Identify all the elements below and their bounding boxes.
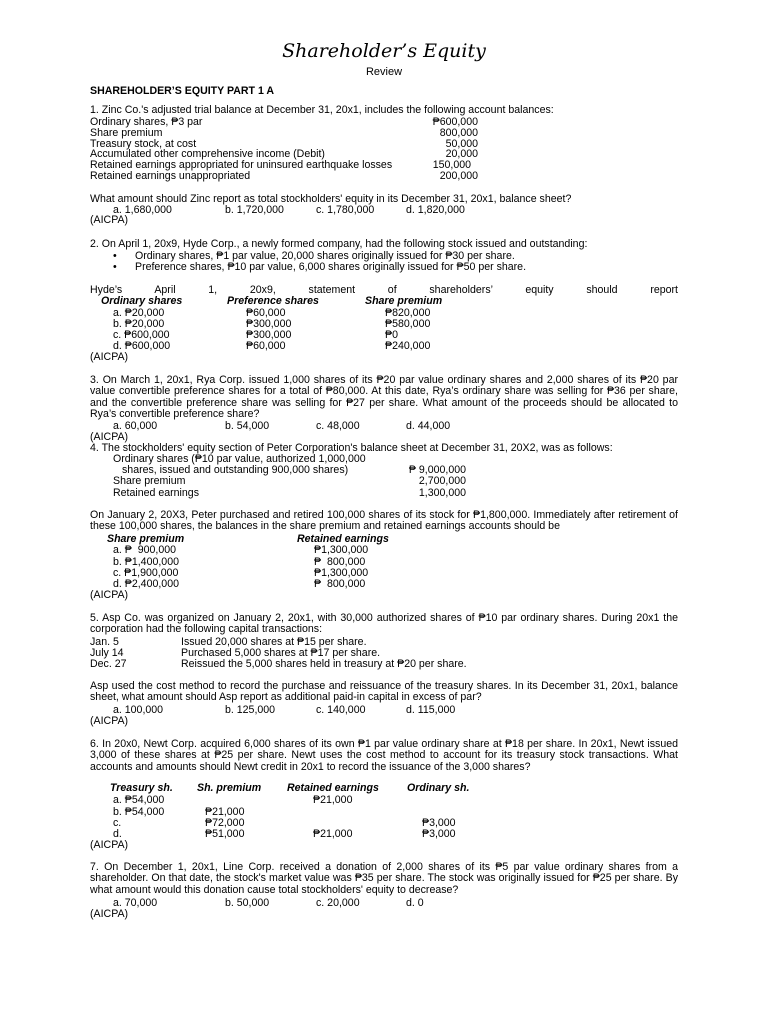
q5-date: July 14 xyxy=(90,647,124,659)
bullet-icon: • xyxy=(113,250,117,262)
q1-row-value: ₱600,000 xyxy=(432,116,478,128)
q2-cell: b. ₱20,000 xyxy=(113,318,165,330)
q4-row-label: Retained earnings xyxy=(113,487,199,499)
q2-cell: ₱580,000 xyxy=(385,318,431,330)
q1-row-label: Treasury stock, at cost xyxy=(90,138,197,150)
q1-question: What amount should Zinc report as total stockholders' equity in its December 31, 20x1, balance sheet? xyxy=(90,193,572,205)
q5-choice-a: a. 100,000 xyxy=(113,704,164,716)
q2-cell: ₱820,000 xyxy=(385,307,431,319)
q1-row-value: 200,000 xyxy=(439,170,478,182)
q1-row-label: Retained earnings appropriated for uninsured earthquake losses xyxy=(90,159,393,171)
q4-cell: ₱ 800,000 xyxy=(314,578,366,590)
q4-source: (AICPA) xyxy=(90,589,129,601)
q2-cell: ₱0 xyxy=(385,329,398,341)
q3-choice-b: b. 54,000 xyxy=(225,420,270,432)
q2-cell: ₱240,000 xyxy=(385,340,431,352)
q2-col-header: Preference shares xyxy=(227,295,319,307)
q4-cell: c. ₱1,900,000 xyxy=(113,567,179,579)
q6-cell: ₱51,000 xyxy=(205,828,245,840)
q5-choice-c: c. 140,000 xyxy=(316,704,366,716)
q1-choice-a: a. 1,680,000 xyxy=(113,204,172,216)
q4-line: Ordinary shares (₱10 par value, authorized 1,000,000 xyxy=(113,453,366,465)
q1-row-label: Share premium xyxy=(90,127,163,139)
q2-bullet-text: Preference shares, ₱10 par value, 6,000 shares originally issued for ₱50 per share. xyxy=(135,261,527,273)
q1-row-label: Accumulated other comprehensive income (Debit) xyxy=(90,148,325,160)
q3-text: 3. On March 1, 20x1, Rya Corp. issued 1,000 shares of its ₱20 par value ordinary shares and 2,000 shares of its ₱20 par value convertible preference shares for a total of ₱80,000. At this date, Rya’s ordinary share was selling for ₱36 per share, and the convertible preference share was selling for ₱27 per share. What amount of the proceeds should be allocated to Rya’s convertible preference share? xyxy=(90,374,678,421)
q7-source: (AICPA) xyxy=(90,908,129,920)
q5-desc: Reissued the 5,000 shares held in treasury at ₱20 per share. xyxy=(181,658,467,670)
bullet-icon: • xyxy=(113,261,117,273)
q6-cell: a. ₱54,000 xyxy=(113,794,165,806)
q2-cell: a. ₱20,000 xyxy=(113,307,165,319)
q6-cell: ₱3,000 xyxy=(422,817,456,829)
q5-source: (AICPA) xyxy=(90,715,129,727)
q1-source: (AICPA) xyxy=(90,214,129,226)
q2-cell: ₱60,000 xyxy=(246,340,286,352)
q2-bullet xyxy=(113,261,526,273)
q4-cell: ₱1,300,000 xyxy=(314,544,369,556)
q7-choice-a: a. 70,000 xyxy=(113,897,158,909)
q4-col-header: Retained earnings xyxy=(297,533,389,545)
q6-cell: ₱3,000 xyxy=(422,828,456,840)
q4-cell: b. ₱1,400,000 xyxy=(113,556,179,568)
q3-choice-c: c. 48,000 xyxy=(316,420,360,432)
q4-cell: ₱ 800,000 xyxy=(314,556,366,568)
q4-row-label: Share premium xyxy=(113,475,186,487)
q4-col-header: Share premium xyxy=(107,533,185,545)
q6-cell: ₱21,000 xyxy=(205,806,245,818)
q2-cell: ₱60,000 xyxy=(246,307,286,319)
q6-cell: d. xyxy=(113,828,122,840)
q6-cell: ₱72,000 xyxy=(205,817,245,829)
q1-row-value: 150,000 xyxy=(432,159,471,171)
page-subtitle: Review xyxy=(365,66,403,78)
q2-col-header: Share premium xyxy=(365,295,443,307)
q5-choice-d: d. 115,000 xyxy=(406,704,456,716)
q2-col-header: Ordinary shares xyxy=(101,295,183,307)
q6-cell: ₱21,000 xyxy=(313,794,353,806)
q6-col-header: Sh. premium xyxy=(197,782,262,794)
q7-choice-c: c. 20,000 xyxy=(316,897,360,909)
q2-source: (AICPA) xyxy=(90,351,129,363)
q1-row-value: 800,000 xyxy=(439,127,478,139)
q5-date: Dec. 27 xyxy=(90,658,127,670)
page-title: Shareholder’s Equity xyxy=(282,40,486,62)
q2-intro: 2. On April 1, 20x9, Hyde Corp., a newly formed company, had the following stock issued and outstanding: xyxy=(90,238,588,250)
q1-row-label: Retained earnings unappropriated xyxy=(90,170,251,182)
q1-choice-b: b. 1,720,000 xyxy=(225,204,284,216)
q2-cell: c. ₱600,000 xyxy=(113,329,170,341)
q4-line: shares, issued and outstanding 900,000 shares) xyxy=(122,464,349,476)
q1-row-value: 50,000 xyxy=(445,138,478,150)
section-heading: SHAREHOLDER’S EQUITY PART 1 A xyxy=(90,85,275,97)
q5-choice-b: b. 125,000 xyxy=(225,704,276,716)
q5-desc: Issued 20,000 shares at ₱15 per share. xyxy=(181,636,367,648)
q1-row-label: Ordinary shares, ₱3 par xyxy=(90,116,203,128)
q5-text: 5. Asp Co. was organized on January 2, 20x1, with 30,000 authorized shares of ₱10 par ordinary shares. During 20x1 the corporation had the following capital transactions: xyxy=(90,612,678,636)
q7-text: 7. On December 1, 20x1, Line Corp. received a donation of 2,000 shares of its ₱5 par value ordinary shares from a shareholder. On that date, the stock's market value was ₱35 per share. The stock was originally issued for ₱25 per share. By what amount would this donation cause total stockholders' equity to decrease? xyxy=(90,861,678,896)
q5-desc: Purchased 5,000 shares at ₱17 per share. xyxy=(181,647,381,659)
q2-question: Hyde’s April 1, 20x9, statement of shareholders’ equity should report xyxy=(90,284,678,296)
q4-value: ₱ 9,000,000 xyxy=(408,464,466,476)
q3-choice-a: a. 60,000 xyxy=(113,420,158,432)
q4-cell: a. ₱ 900,000 xyxy=(113,544,177,556)
q6-col-header: Treasury sh. xyxy=(110,782,173,794)
q6-col-header: Retained earnings xyxy=(287,782,379,794)
q1-intro: 1. Zinc Co.'s adjusted trial balance at December 31, 20x1, includes the following account balances: xyxy=(90,104,554,116)
q6-text: 6. In 20x0, Newt Corp. acquired 6,000 shares of its own ₱1 par value ordinary share at ₱18 per share. In 20x1, Newt issued 3,000 of these shares at ₱25 per share. Newt uses the cost method to account for its treasury stock transactions. What accounts and amounts should Newt credit in 20x1 to record the issuance of the 3,000 shares? xyxy=(90,738,678,773)
q2-cell: ₱300,000 xyxy=(246,329,292,341)
q6-cell: ₱21,000 xyxy=(313,828,353,840)
q6-col-header: Ordinary sh. xyxy=(407,782,470,794)
q4-intro: 4. The stockholders' equity section of Peter Corporation's balance sheet at December 31, 20X2, was as follows: xyxy=(90,442,613,454)
q4-text: On January 2, 20X3, Peter purchased and retired 100,000 shares of its stock for ₱1,800,000. Immediately after retirement of these 100,000 shares, the balances in the share premium and retained earnings accounts should be xyxy=(90,509,678,533)
q7-choice-d: d. 0 xyxy=(406,897,424,909)
q3-choice-d: d. 44,000 xyxy=(406,420,451,432)
q7-choice-b: b. 50,000 xyxy=(225,897,270,909)
q1-row-value: 20,000 xyxy=(445,148,478,160)
q6-source: (AICPA) xyxy=(90,839,129,851)
q1-choice-d: d. 1,820,000 xyxy=(406,204,465,216)
q2-bullet-text: Ordinary shares, ₱1 par value, 20,000 shares originally issued for ₱30 per share. xyxy=(135,250,515,262)
q5-question: Asp used the cost method to record the purchase and reissuance of the treasury shares. In its December 31, 20x1, balance sheet, what amount should Asp report as additional paid-in capital in excess of par? xyxy=(90,680,678,704)
q6-cell: b. ₱54,000 xyxy=(113,806,165,818)
q4-value: 2,700,000 xyxy=(418,475,466,487)
q4-cell: d. ₱2,400,000 xyxy=(113,578,179,590)
q3-source: (AICPA) xyxy=(90,431,129,443)
q2-cell: d. ₱600,000 xyxy=(113,340,171,352)
q1-choice-c: c. 1,780,000 xyxy=(316,204,375,216)
q4-value: 1,300,000 xyxy=(418,487,466,499)
q6-cell: c. xyxy=(113,817,122,829)
q5-date: Jan. 5 xyxy=(90,636,119,648)
q4-cell: ₱1,300,000 xyxy=(314,567,369,579)
q2-cell: ₱300,000 xyxy=(246,318,292,330)
